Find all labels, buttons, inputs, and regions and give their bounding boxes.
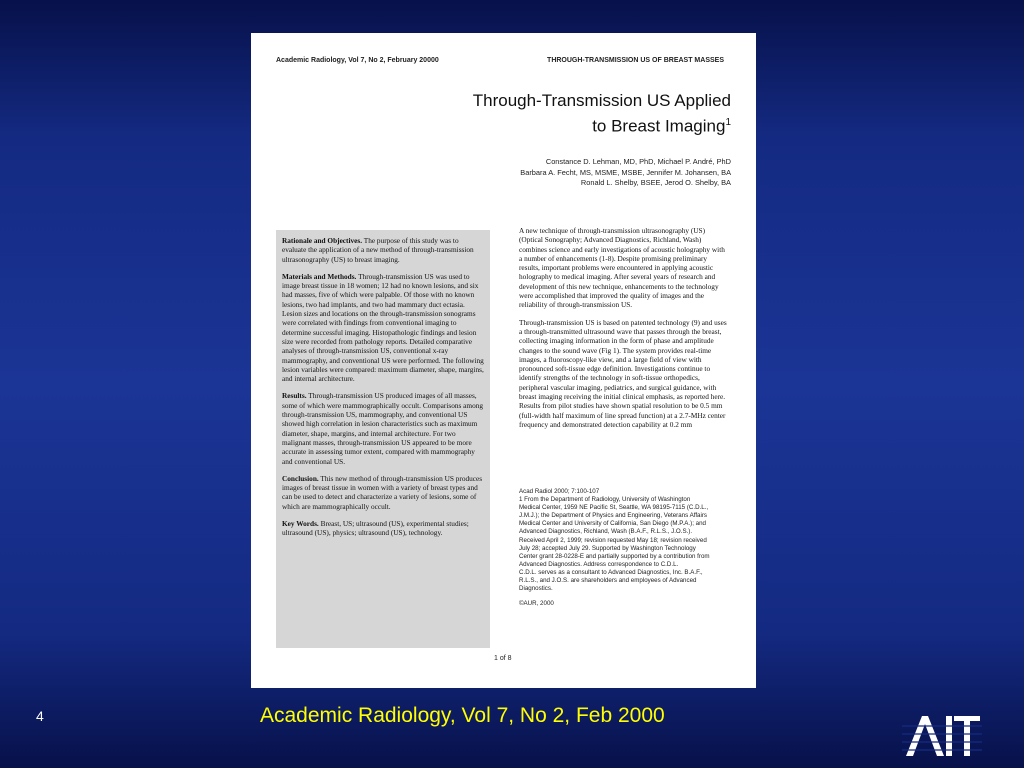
article-title bbox=[473, 90, 731, 138]
ait-logo bbox=[902, 710, 982, 760]
abstract-keywords: Key Words. Breast, US; ultrasound (US), experimental studies; ultrasound (US), physics; ultrasound (US), technology. bbox=[282, 519, 469, 538]
author-line: Ronald L. Shelby, BSEE, Jerod O. Shelby, BA bbox=[580, 178, 731, 187]
author-list bbox=[520, 157, 731, 189]
footnote-line: R.L.S., and J.O.S. are shareholders and employees of Advanced bbox=[519, 577, 697, 585]
footnote-line: J.M.J.); the Department of Physics and Engineering, Veterans Affairs bbox=[519, 512, 708, 520]
running-title: THROUGH-TRANSMISSION US OF BREAST MASSES bbox=[547, 57, 724, 64]
abstract-methods: Materials and Methods. Through-transmission US was used to image breast tissue in 18 women; 12 had no known lesions, and six had masses, five of which were palpable. Of those with no known lesions, two had implants, and two had mammary duct ectasia. Lesion sizes and locations on the through-transmission sonograms were correlated with findings from conventional imaging to determine successful imaging. Histopathologic findings and lesion size were recorded from pathology reports. Detailed comparative analyses of through-transmission US, conventional x-ray mammography, and conventional US were performed. The following lesion variables were compared: maximum diameter, shape, margins, and internal architecture. bbox=[282, 271, 484, 384]
footnote-block bbox=[519, 488, 741, 608]
page-indicator: 1 of 8 bbox=[494, 655, 512, 662]
abstract-rationale: Rationale and Objectives. The purpose of this study was to evaluate the application of a new method of through-transmission ultrasonography (US) to breast imaging. bbox=[282, 236, 474, 264]
title-line-1: Through-Transmission US Applied bbox=[472, 91, 731, 110]
footnote-line: Center grant 28-0228-E and partially supported by a contribution from bbox=[519, 552, 710, 560]
body-paragraph: Through-transmission US is based on patented technology (9) and uses a through-transmitted ultrasound wave that passes through the breast, collecting imaging information in the form of phase and amplitude changes to the sound wave (Fig 1). The system provides real-time images, a fluoroscopy-like view, and a large field of view with pronounced soft-tissue edge definition. Investigations continue to identify strengths of the technology in soft-tissue orthopedics, peripheral vascular imaging, pediatrics, and surgical guidance, with breast imaging receiving the initial clinical emphasis, as reported here. Results from pilot studies have shown spatial resolution to be 0.5 mm (full-width half maximum of line spread function) at a 2.7-MHz center frequency and demonstrated detection capability at 0.2 mm bbox=[519, 317, 727, 429]
footnote-line: 1 From the Department of Radiology, University of Washington bbox=[519, 496, 691, 504]
footnote-line: July 28; accepted July 29. Supported by Washington Technology bbox=[519, 544, 696, 552]
abstract-results: Results. Through-transmission US produced images of all masses, some of which were mammographically occult. Comparisons among through-transmission US, mammography, and conventional US showed high correlation in lesion characteristics such as maximum diameter, shape, margins, and internal architecture. For two malignant masses, through-transmission US appeared to be more accurate in assessing tumor extent, compared with mammography and conventional US. bbox=[282, 391, 484, 466]
author-line: Constance D. Lehman, MD, PhD, Michael P. André, PhD bbox=[545, 157, 731, 166]
footnote-line: Received April 2, 1999; revision requested May 18; revision received bbox=[519, 536, 707, 544]
abstract-box bbox=[276, 230, 490, 648]
footnote-line: C.D.L. serves as a consultant to Advanced Diagnostics, Inc. B.A.F., bbox=[519, 568, 703, 576]
footnote-line: Medical Center and University of California, San Diego (M.P.A.); and bbox=[519, 520, 706, 528]
body-paragraph: A new technique of through-transmission ultrasonography (US) (Optical Sonography; Advanced Diagnostics, Richland, Wash) combines science and early investigations of acoustic holography with a number of enhancements (1-8). Despite promising preliminary results, important problems were encountered in applying acoustic holography to medical imaging. After several years of research and development of this new technique, enhancements to the technology were accomplished that improved the quality of images and the reliability of through-transmission US. bbox=[519, 226, 725, 310]
abstract-conclusion: Conclusion. This new method of through-transmission US produces images of breast tissue in women with a variety of breast types and can be used to detect and characterize a variety of lesions, some of which are mammographically occult. bbox=[282, 473, 483, 511]
footnote-line: Advanced Diagnostics. Address correspondence to C.D.L. bbox=[519, 560, 679, 568]
journal-header: Academic Radiology, Vol 7, No 2, February 20000 bbox=[276, 57, 439, 64]
author-line: Barbara A. Fecht, MS, MSME, MSBE, Jennifer M. Johansen, BA bbox=[520, 167, 731, 177]
footnote-line: Acad Radiol 2000; 7:100-107 bbox=[519, 488, 600, 495]
slide-caption: Academic Radiology, Vol 7, No 2, Feb 2000 bbox=[260, 704, 665, 727]
copyright-notice: ©AUR, 2000 bbox=[519, 600, 554, 608]
footnote-line: Diagnostics. bbox=[519, 585, 553, 593]
title-footnote-mark: 1 bbox=[725, 117, 731, 128]
body-text-column bbox=[519, 226, 729, 437]
paper-page-image bbox=[251, 33, 756, 688]
footnote-line: Advanced Diagnostics, Richland, Wash (B.A.F., R.L.S., J.O.S.). bbox=[519, 528, 693, 536]
title-line-2: to Breast Imaging$^1$ bbox=[592, 116, 731, 136]
slide-number: 4 bbox=[36, 708, 44, 724]
footnote-line: Medical Center, 1959 NE Pacific St, Seattle, WA 98195-7115 (C.D.L., bbox=[519, 504, 709, 512]
